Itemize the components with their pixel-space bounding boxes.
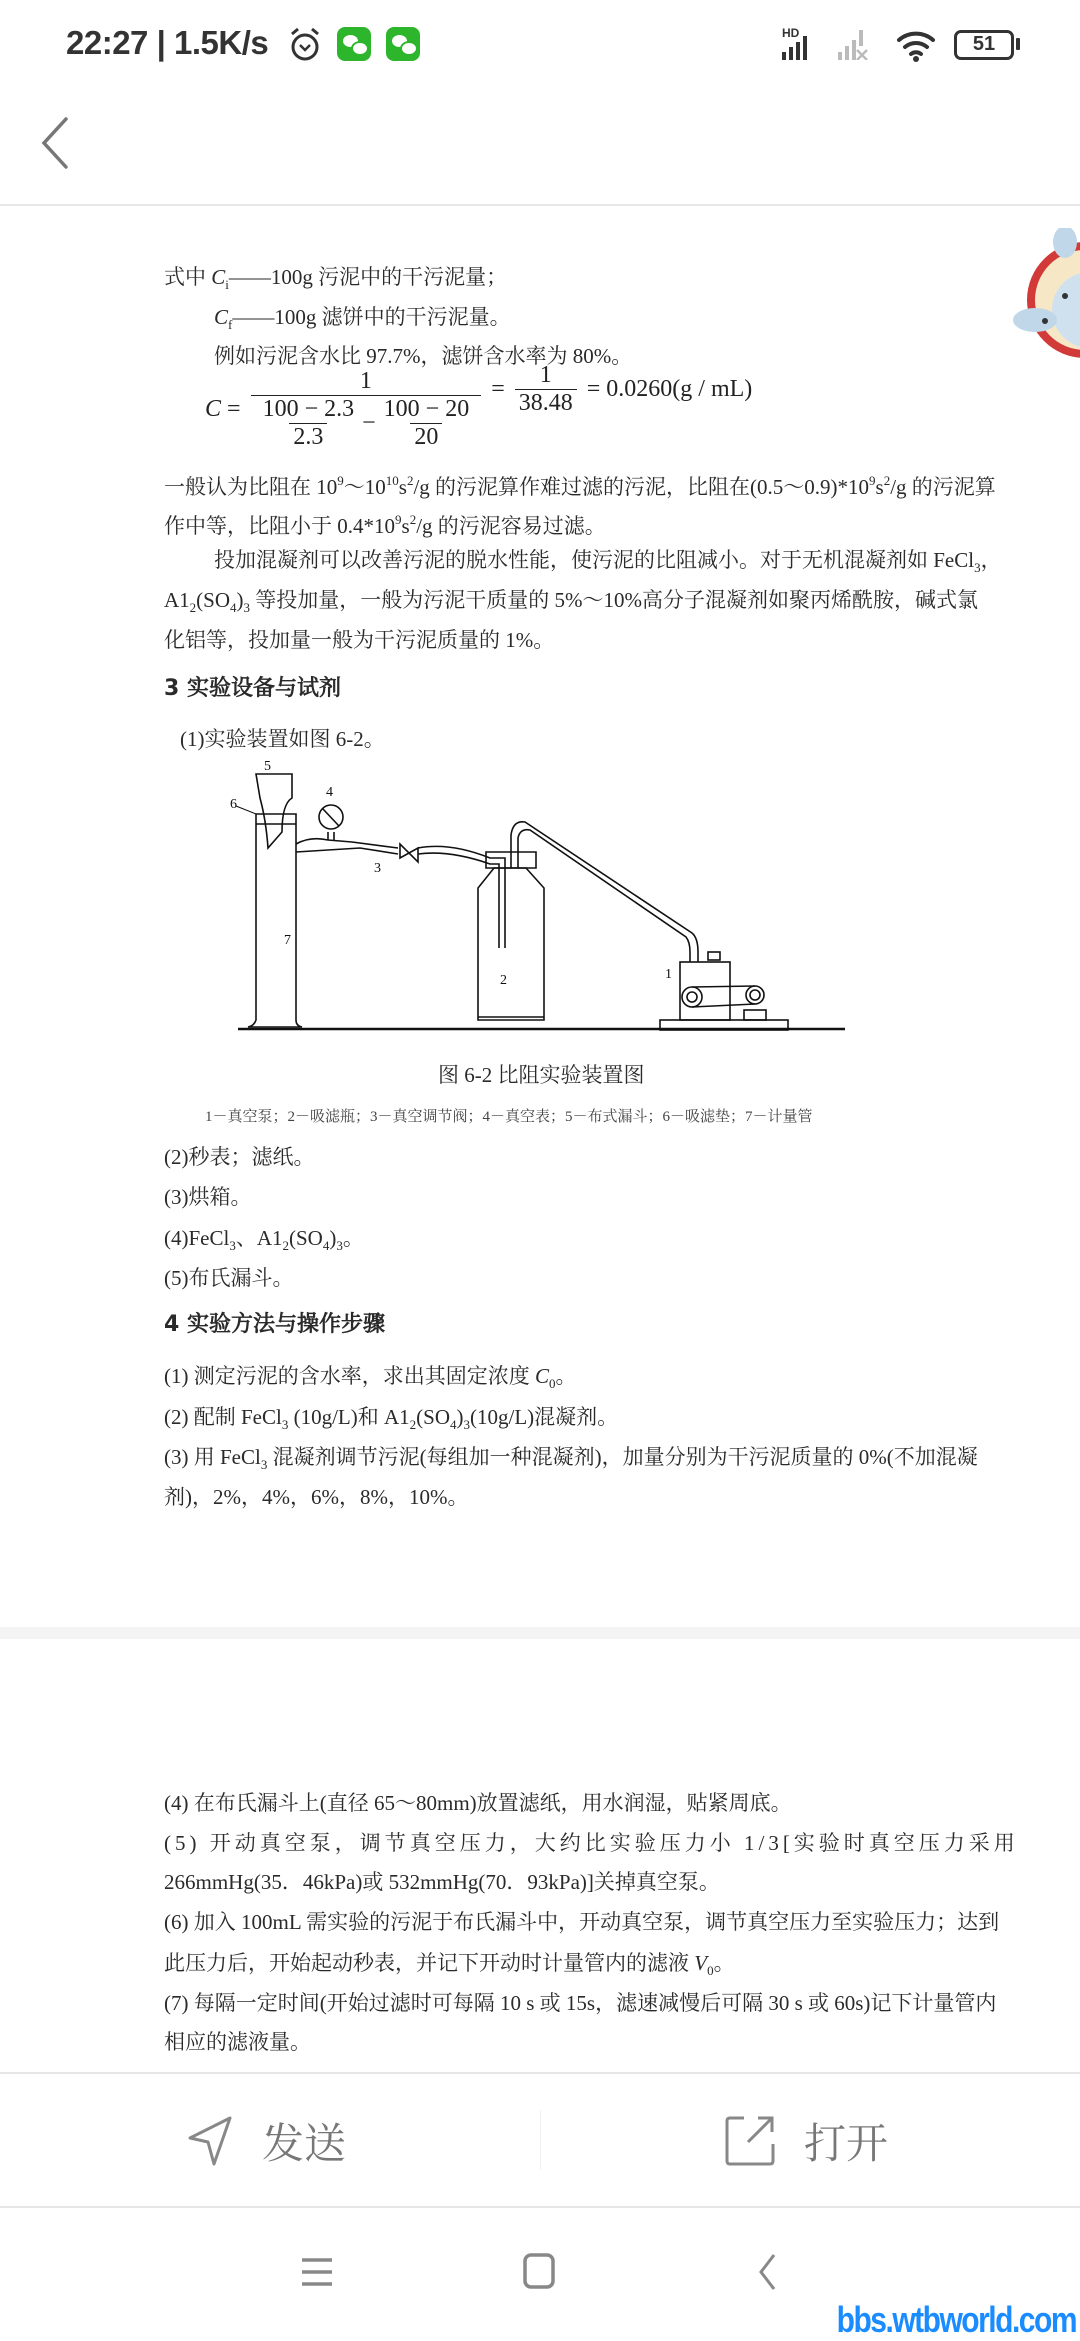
text-line	[164, 1442, 978, 1480]
text-line	[164, 1988, 996, 2018]
frac-a-num: 100 − 2.3	[262, 396, 355, 422]
text-line	[164, 1361, 577, 1399]
text-line	[164, 1828, 1019, 1858]
text-segment: (SO	[196, 588, 231, 612]
text-segment: ——100g 污泥中的干污泥量；	[228, 265, 508, 289]
text-line	[164, 1907, 999, 1937]
chevron-left-icon[interactable]	[38, 116, 72, 170]
text-segment: 9	[869, 473, 876, 488]
label-gauge: 4	[326, 785, 333, 800]
text-segment: (SO	[289, 1226, 323, 1250]
text-line	[164, 262, 507, 300]
text-segment: (2)秒表；滤纸。	[164, 1145, 315, 1169]
text-segment: 266mmHg(35．46kPa)或 532mmHg(70．93kPa)]关掉真空泵。	[164, 1870, 720, 1894]
text-segment: 。	[555, 1364, 577, 1388]
divider	[540, 2110, 541, 2170]
text-segment: 此压力后，开始起动秒表，并记下开动时计量管内的滤液	[164, 1951, 695, 1975]
frac2-num: 1	[539, 362, 552, 388]
text-segment: 剂)，2%，4%，6%，8%，10%。	[164, 1485, 469, 1509]
text-segment: 等投加量，一般为污泥干质量的 5%～10%高分子混凝剂如聚丙烯酰胺，碱式氯	[250, 588, 978, 612]
open-button[interactable]	[724, 2074, 888, 2208]
text-segment: 2	[282, 1238, 289, 1253]
text-segment: 3	[974, 560, 981, 575]
signal-no-sim-icon	[838, 30, 882, 60]
text-segment: )	[456, 1405, 464, 1429]
label-funnel: 5	[264, 759, 271, 774]
text-segment: (3) 用 FeCl	[164, 1445, 261, 1469]
home-icon[interactable]	[522, 2252, 558, 2292]
hd-badge: HD	[782, 26, 800, 40]
text-line	[214, 302, 511, 340]
text-segment: /g 的污泥算作难过滤的污泥，比阻在(0.5～0.9)*10	[413, 475, 870, 499]
text-segment: 9	[395, 512, 402, 527]
text-segment: (5) 开动真空泵，调节真空压力，大约比实验压力小 1/3[实验时真空压力采用	[164, 1831, 1019, 1855]
text-segment: (2) 配制 FeCl	[164, 1405, 282, 1429]
signal-icon	[782, 36, 826, 60]
text-segment: s	[398, 475, 407, 499]
battery-level: 51	[972, 33, 996, 55]
text-segment: 2	[406, 473, 414, 488]
text-line	[164, 466, 996, 502]
battery-icon	[954, 30, 1014, 60]
text-segment: 0	[707, 1963, 714, 1978]
wechat-icon	[337, 27, 371, 61]
text-segment: (7) 每隔一定时间(开始过滤时可每隔 10 s 或 15s，滤速减慢后可隔 30 s 或 60s)记下计量管内	[164, 1991, 997, 2015]
text-line	[214, 545, 1002, 583]
battery-tip	[1016, 38, 1020, 50]
text-segment: 3 实验设备与试剂	[164, 676, 341, 701]
text-segment: 2	[189, 600, 197, 615]
text-line	[164, 1948, 735, 1986]
text-segment: s	[401, 514, 410, 538]
text-line	[164, 1142, 315, 1172]
text-segment: i	[225, 277, 229, 292]
text-line	[164, 1867, 720, 1897]
text-segment: )	[329, 1226, 337, 1250]
text-segment: 投加混凝剂可以改善污泥的脱水性能，使污泥的比阻减小。对于无机混凝剂如 FeCl	[214, 548, 975, 572]
text-segment: (10g/L)混凝剂。	[470, 1405, 619, 1429]
frac-a-den: 2.3	[289, 423, 327, 451]
formula-eq-2: =	[491, 376, 505, 402]
open-external-icon	[724, 2114, 778, 2168]
text-segment: 图 6-2 比阻实验装置图	[438, 1063, 645, 1087]
section-heading	[164, 674, 341, 704]
text-segment: 混凝剂调节污泥(每组加一种混凝剂)，加量分别为干污泥质量的 0%(不加混凝	[267, 1445, 978, 1469]
formula-result: = 0.0260(g / mL)	[586, 376, 753, 402]
alarm-icon	[288, 26, 322, 64]
text-line	[164, 1223, 364, 1261]
text-segment: 2	[883, 473, 891, 488]
figure-legend	[205, 1102, 813, 1132]
text-segment: 3	[463, 1417, 470, 1432]
status-time-speed: 22:27 | 1.5K/s	[66, 24, 269, 61]
text-segment: C	[535, 1364, 550, 1388]
text-segment: f	[228, 317, 233, 332]
text-segment: 化铝等，投加量一般为干污泥质量的 1%。	[164, 628, 555, 652]
text-segment: 式中	[164, 265, 212, 289]
frac2-den: 38.48	[515, 389, 577, 417]
formula-numerator: 1	[359, 368, 372, 394]
text-segment: (10g/L)和 A1	[288, 1405, 410, 1429]
back-icon[interactable]	[756, 2252, 780, 2292]
wechat-icon	[386, 27, 420, 61]
text-segment: 相应的滤液量。	[164, 2030, 311, 2054]
text-segment: 、A1	[235, 1226, 283, 1250]
text-segment: ～10	[343, 475, 386, 499]
formula-fraction-main	[251, 368, 482, 451]
text-segment: 4 实验方法与操作步骤	[164, 1312, 385, 1337]
send-label: 发送	[262, 2119, 347, 2168]
text-segment: C	[214, 305, 229, 329]
formula-fraction-2	[515, 362, 577, 417]
text-segment: (3)烘箱。	[164, 1185, 252, 1209]
text-segment: 10	[385, 473, 399, 488]
formula-eq: =	[227, 396, 241, 422]
text-segment: 2	[409, 1417, 417, 1432]
watermark: bbs.wtbworld.com	[836, 2300, 1076, 2341]
header	[0, 90, 1080, 206]
text-segment: 3	[260, 1457, 268, 1472]
text-segment: 3	[281, 1417, 289, 1432]
text-segment: 。	[713, 1951, 735, 1975]
text-line	[164, 1182, 252, 1212]
text-segment: (SO	[416, 1405, 450, 1429]
text-segment: s	[875, 475, 884, 499]
text-segment: 一般认为比阻在 10	[164, 475, 338, 499]
text-segment: ——100g 滤饼中的干污泥量。	[232, 305, 511, 329]
filter-flask	[478, 852, 544, 1020]
frac-b-num: 100 − 20	[383, 396, 470, 422]
buchner-funnel	[256, 774, 292, 848]
text-segment: 1－真空泵；2－吸滤瓶；3－真空调节阀；4－真空表；5－布式漏斗；6－吸滤垫；7－计量管	[205, 1109, 813, 1125]
text-segment: (1)实验装置如图 6-2。	[180, 727, 385, 751]
vacuum-hose-1	[296, 832, 398, 854]
apparatus-diagram	[220, 740, 860, 1040]
text-segment: 2	[409, 512, 417, 527]
label-pad: 6	[230, 797, 237, 812]
text-segment: (6) 加入 100mL 需实验的污泥于布氏漏斗中，开动真空泵，调节真空压力至实验压力；达到	[164, 1910, 1000, 1934]
text-segment: 3	[229, 1238, 236, 1253]
text-line	[164, 505, 606, 541]
measuring-tube	[248, 814, 302, 1027]
label-valve: 3	[374, 861, 381, 876]
status-bar	[0, 0, 1080, 90]
text-segment: /g 的污泥容易过滤。	[416, 514, 606, 538]
text-segment: ，	[980, 548, 1002, 572]
formula-lhs: C	[205, 396, 222, 422]
text-line	[164, 1263, 294, 1293]
label-pump: 1	[665, 967, 672, 982]
formula-denominator	[251, 395, 482, 451]
text-line	[164, 2027, 311, 2057]
text-segment: )	[236, 588, 244, 612]
send-button[interactable]	[186, 2074, 346, 2208]
system-nav-bar	[0, 2210, 1080, 2340]
text-line	[164, 625, 554, 655]
text-segment: (4) 在布氏漏斗上(直径 65～80mm)放置滤纸，用水润湿，贴紧周底。	[164, 1791, 792, 1815]
text-segment: 例如污泥含水比 97.7%，滤饼含水率为 80%。	[214, 344, 633, 368]
action-bar	[0, 2072, 1080, 2208]
text-segment: (5)布氏漏斗。	[164, 1266, 294, 1290]
vacuum-hose-3	[511, 822, 698, 962]
text-segment: 4	[230, 600, 237, 615]
text-segment: 作中等，比阻小于 0.4*10	[164, 514, 395, 538]
text-segment: A1	[164, 588, 190, 612]
vacuum-pump	[660, 952, 788, 1030]
network-speed: 1.5K/s	[173, 24, 269, 61]
formula-fraction-a	[259, 396, 359, 451]
text-segment: 3	[336, 1238, 343, 1253]
text-line	[164, 1402, 618, 1440]
valve	[400, 844, 418, 862]
text-segment: (4)FeCl	[164, 1226, 230, 1250]
menu-icon[interactable]	[300, 2256, 334, 2288]
text-segment: 。	[342, 1226, 364, 1250]
text-line	[164, 1788, 792, 1818]
text-segment: (1) 测定污泥的含水率，求出其固定浓度	[164, 1364, 535, 1388]
clock: 22:27	[66, 24, 148, 61]
section-heading	[164, 1310, 385, 1340]
formula-fraction-b	[380, 396, 474, 451]
text-line	[164, 1482, 468, 1512]
text-segment: 3	[243, 600, 251, 615]
text-segment: 9	[337, 473, 344, 488]
text-segment: V	[694, 1951, 708, 1975]
send-icon	[186, 2114, 236, 2168]
mascot-float-icon[interactable]	[1010, 228, 1080, 378]
text-segment: 4	[450, 1417, 457, 1432]
page-separator	[0, 1627, 1080, 1639]
vacuum-hose-2	[418, 846, 505, 948]
label-flask: 2	[500, 973, 507, 988]
text-segment: C	[211, 265, 226, 289]
formula	[205, 362, 753, 451]
formula-minus: −	[362, 410, 376, 436]
figure-caption	[438, 1060, 645, 1090]
text-segment: 0	[549, 1376, 556, 1391]
text-segment: 4	[322, 1238, 330, 1253]
wifi-icon	[896, 28, 938, 62]
frac-b-den: 20	[410, 423, 442, 451]
label-tube: 7	[284, 933, 291, 948]
text-line	[164, 585, 978, 623]
open-label: 打开	[804, 2119, 889, 2168]
text-segment: /g 的污泥算	[890, 475, 996, 499]
